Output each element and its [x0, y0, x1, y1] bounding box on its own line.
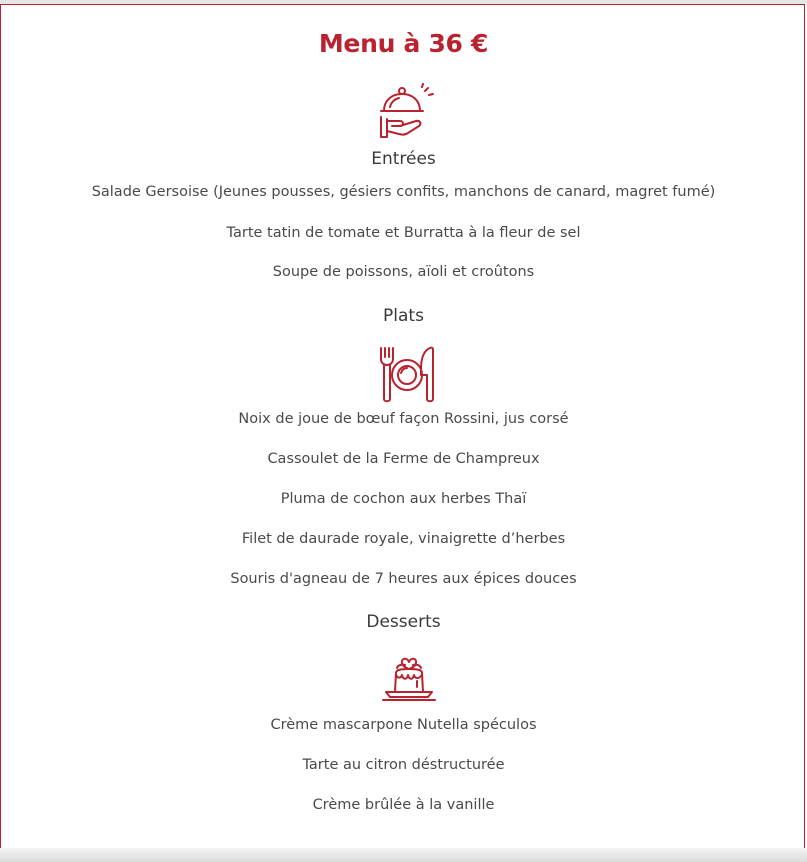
dish-item: Pluma de cochon aux herbes Thaï — [280, 491, 527, 507]
serving-cloche-icon — [378, 83, 436, 143]
menu-title: Menu à 36 € — [318, 29, 489, 58]
dish-item: Soupe de poissons, aïoli et croûtons — [272, 264, 535, 280]
dish-item: Noix de joue de bœuf façon Rossini, jus corsé — [238, 411, 569, 427]
section-heading-plats: Plats — [383, 306, 424, 326]
dish-item: Salade Gersoise (Jeunes pousses, gésiers confits, manchons de canard, magret fumé) — [91, 184, 716, 200]
plate-fork-knife-icon — [378, 345, 438, 405]
section-heading-entrees: Entrées — [371, 149, 436, 169]
dish-item: Tarte au citron déstructurée — [302, 757, 505, 773]
dish-item: Cassoulet de la Ferme de Champreux — [267, 451, 540, 467]
pudding-dessert-icon — [380, 656, 438, 706]
dish-item: Filet de daurade royale, vinaigrette d’herbes — [241, 531, 566, 547]
dish-item: Tarte tatin de tomate et Burratta à la fleur de sel — [226, 225, 581, 241]
dish-item: Souris d'agneau de 7 heures aux épices douces — [230, 571, 577, 587]
section-heading-desserts: Desserts — [366, 612, 441, 632]
dish-item: Crème brûlée à la vanille — [312, 797, 495, 813]
dish-item: Crème mascarpone Nutella spéculos — [270, 717, 537, 733]
bottom-edge — [0, 848, 807, 862]
